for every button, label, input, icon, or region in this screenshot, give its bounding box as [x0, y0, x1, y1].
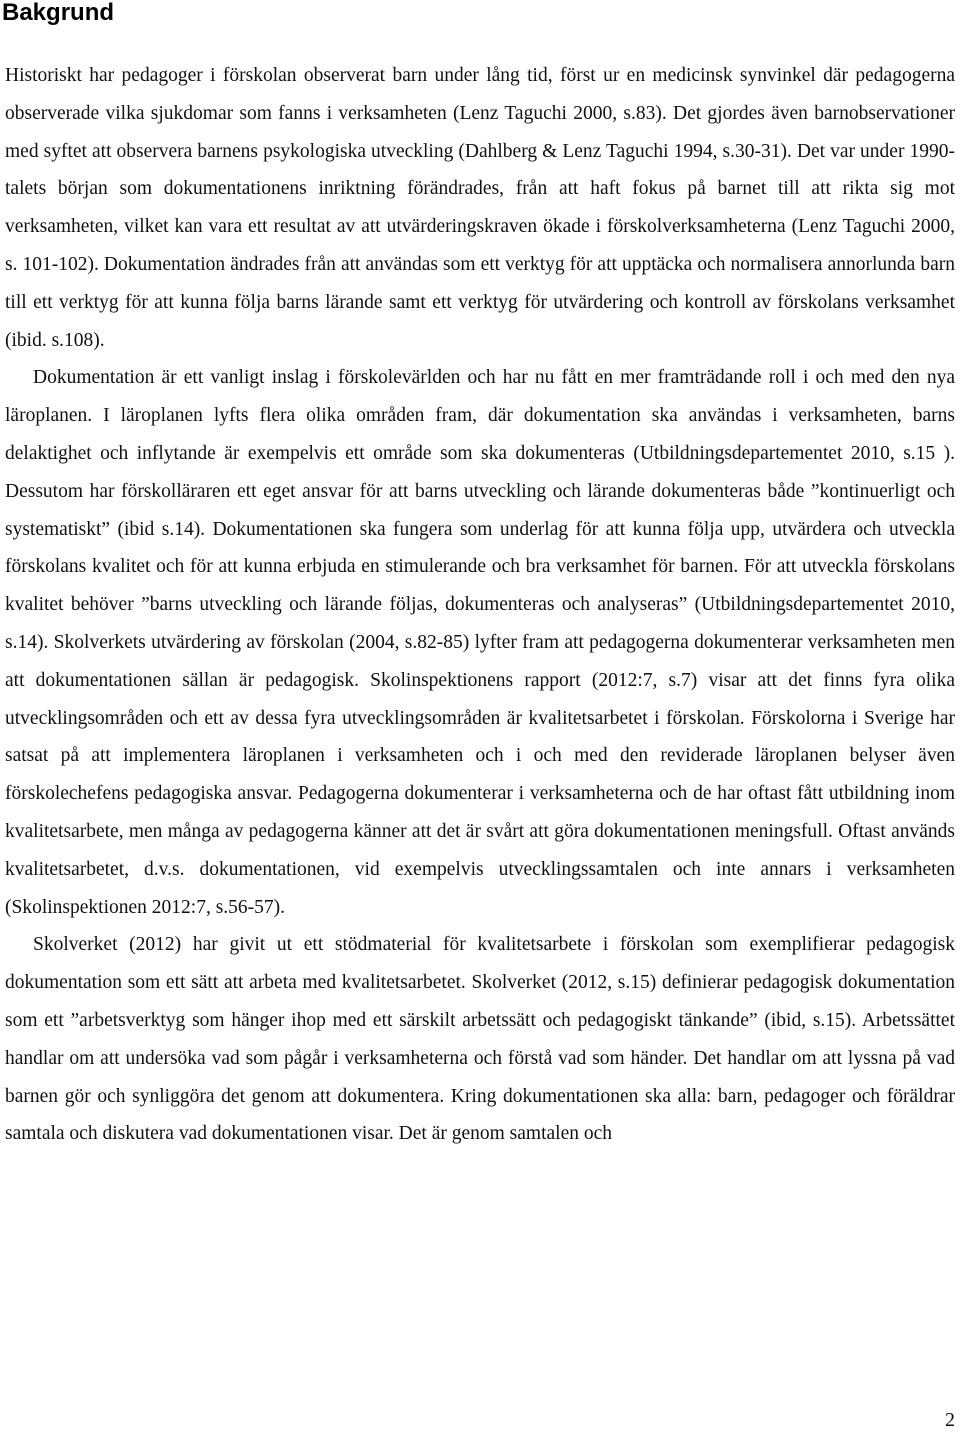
body-text: [5, 57, 955, 1153]
section-heading: Bakgrund: [2, 0, 115, 26]
paragraph-documentation-curriculum: Dokumentation är ett vanligt inslag i förskolevärlden och har nu fått en mer framträdande roll i och med den nya läroplanen. I läroplanen lyfts flera olika områden fram, där dokumentation ska användas i verksamheten, barns delaktighet och inflytande är exempelvis ett område som ska dokumenteras (Utbildningsdepartementet 2010, s.15 ). Dessutom har förskolläraren ett eget ansvar för att barns utveckling och lärande dokumenteras både ”kontinuerligt och systematiskt” (ibid s.14). Dokumentationen ska fungera som underlag för att kunna följa upp, utvärdera och utveckla förskolans kvalitet och för att kunna erbjuda en stimulerande och bra verksamhet för barnen. För att utveckla förskolans kvalitet behöver ”barns utveckling och lärande följas, dokumenteras och analyseras” (Utbildningsdepartementet 2010, s.14). Skolverkets utvärdering av förskolan (2004, s.82-85) lyfter fram att pedagogerna dokumenterar verksamheten men att dokumentationen sällan är pedagogisk. Skolinspektionens rapport (2012:7, s.7) visar att det finns fyra olika utvecklingsområden och ett av dessa fyra utvecklingsområden är kvalitetsarbetet i förskolan. Förskolorna i Sverige har satsat på att implementera läroplanen i verksamheten och i och med den reviderade läroplanen belyser även förskolechefens pedagogiska ansvar. Pedagogerna dokumenterar i verksamheterna och de har oftast fått utbildning inom kvalitetsarbete, men många av pedagogerna känner att det är svårt att göra dokumentationen meningsfull. Oftast används kvalitetsarbetet, d.v.s. dokumentationen, vid exempelvis utvecklingssamtalen och inte annars i verksamheten (Skolinspektionen 2012:7, s.56-57).: [5, 367, 955, 918]
paragraph-skolverket-support: Skolverket (2012) har givit ut ett stödmaterial för kvalitetsarbete i förskolan som exemplifierar pedagogisk dokumentation som ett sätt att arbeta med kvalitetsarbetet. Skolverket (2012, s.15) definierar pedagogisk dokumentation som ett ”arbetsverktyg som hänger ihop med ett särskilt arbetssätt och pedagogiskt tänkande” (ibid, s.15). Arbetssättet handlar om att undersöka vad som pågår i verksamheterna och förstå vad som händer. Det handlar om att lyssna på vad barnen gör och synliggöra det genom att dokumentera. Kring dokumentationen ska alla: barn, pedagoger och föräldrar samtala och diskutera vad dokumentationen visar. Det är genom samtalen och: [5, 934, 955, 1145]
paragraph-history: Historiskt har pedagoger i förskolan observerat barn under lång tid, först ur en medicinsk synvinkel där pedagogerna observerade vilka sjukdomar som fanns i verksamheten (Lenz Taguchi 2000, s.83). Det gjordes även barnobservationer med syftet att observera barnens psykologiska utveckling (Dahlberg & Lenz Taguchi 1994, s.30-31). Det var under 1990- talets början som dokumentationens inriktning förändrades, från att haft fokus på barnet till att rikta sig mot verksamheten, vilket kan vara ett resultat av att utvärderingskraven ökade i förskolverksamheterna (Lenz Taguchi 2000, s. 101-102). Dokumentation ändrades från att användas som ett verktyg för att upptäcka och normalisera annorlunda barn till ett verktyg för att kunna följa barns lärande samt ett verktyg för utvärdering och kontroll av förskolans verksamhet (ibid. s.108).: [5, 65, 955, 351]
page-number: 2: [945, 1409, 955, 1431]
